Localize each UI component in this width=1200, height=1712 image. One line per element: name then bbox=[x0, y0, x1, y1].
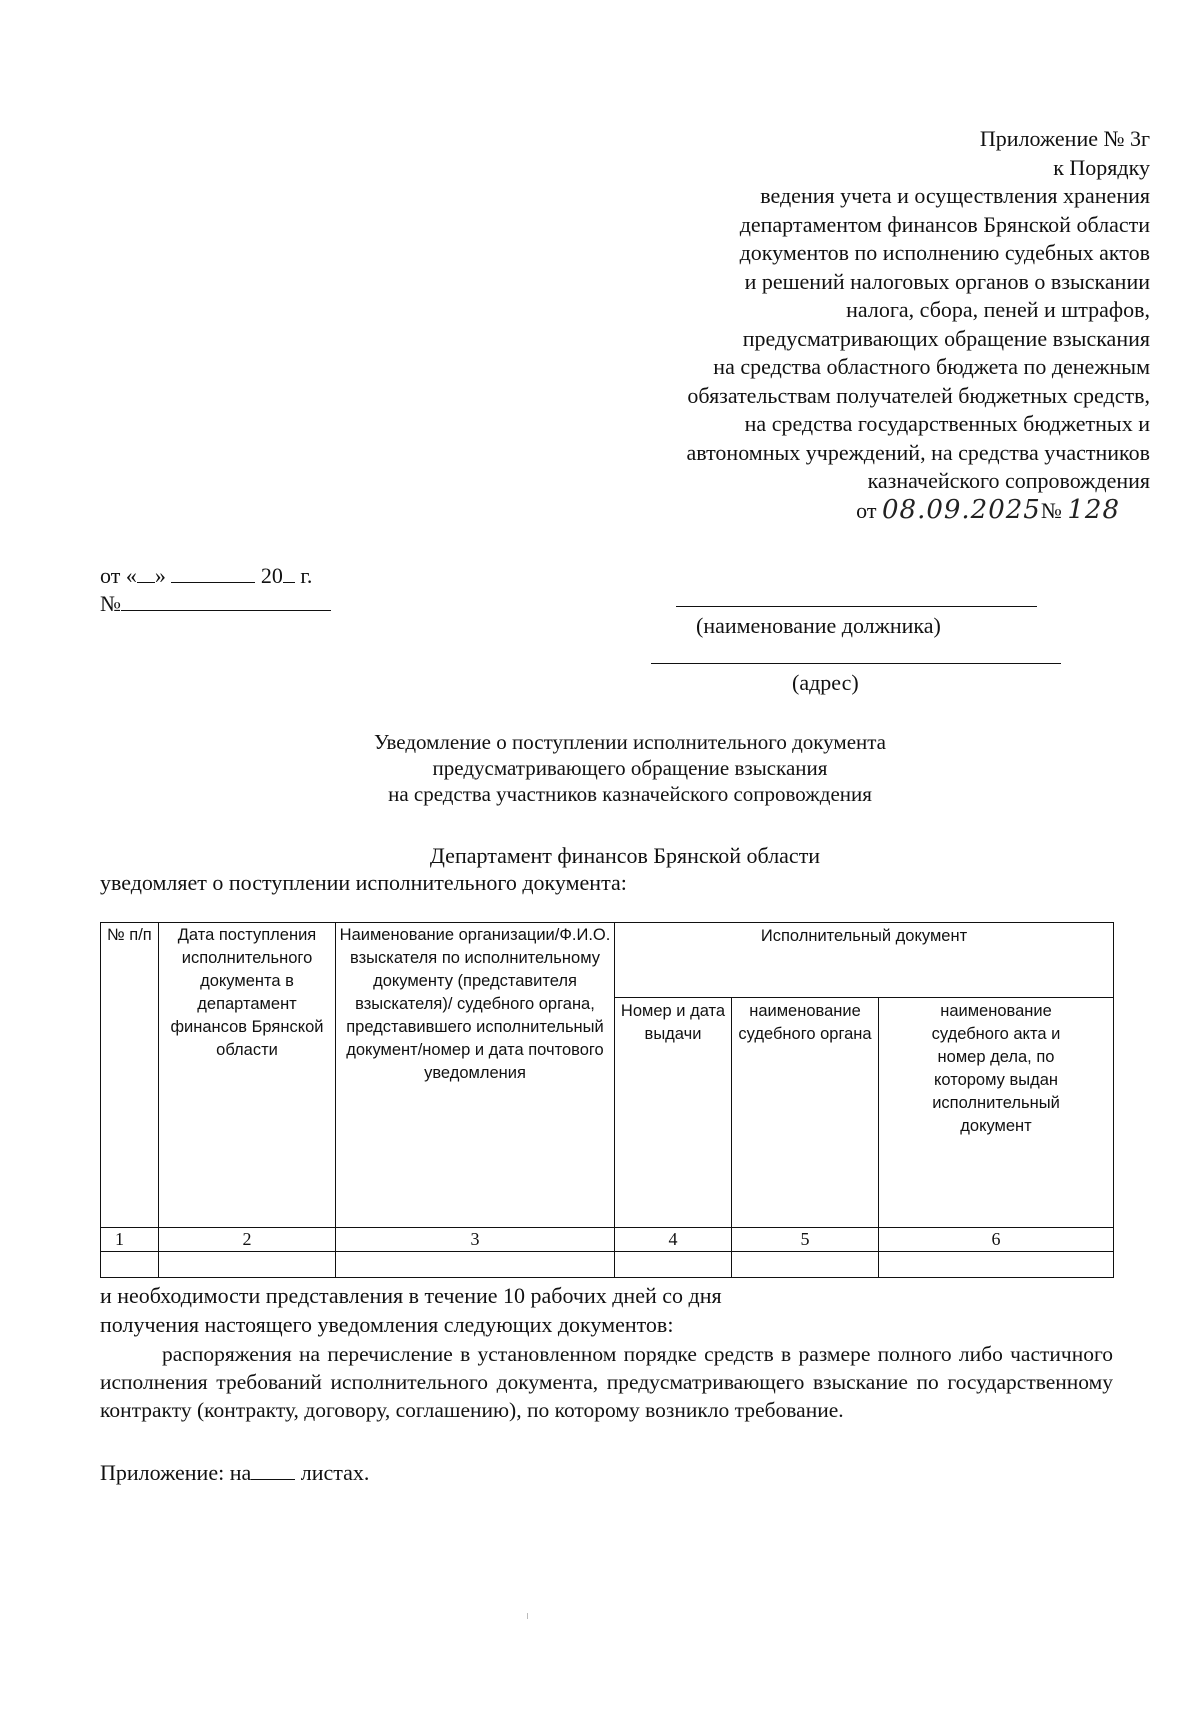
column-number: 3 bbox=[336, 1228, 615, 1252]
appendix-line: к Порядку bbox=[1053, 154, 1150, 180]
header-num: № п/п bbox=[101, 923, 159, 1228]
attachment-line bbox=[100, 1459, 369, 1486]
appendix-line: обязательствам получателей бюджетных средств, bbox=[687, 382, 1150, 408]
table-cell bbox=[879, 1252, 1114, 1278]
sheets-blank bbox=[251, 1459, 295, 1480]
table-cell bbox=[336, 1252, 615, 1278]
table-cell bbox=[159, 1252, 336, 1278]
column-number: 5 bbox=[732, 1228, 879, 1252]
notifies-text: уведомляет о поступлении исполнительного документа: bbox=[100, 870, 627, 895]
header-org: Наименование организации/Ф.И.О. взыскателя по исполнительному документу (представителя взыскателя)/ судебного органа, представившего исполнительный документ/номер и дата почтового уведомления bbox=[336, 923, 615, 1228]
after-table-line: получения настоящего уведомления следующих документов: bbox=[100, 1312, 674, 1337]
header-court-name: наименование судебного органа bbox=[732, 998, 879, 1228]
number-label: № bbox=[100, 591, 121, 616]
appendix-date-line bbox=[490, 496, 1150, 526]
header-date: Дата поступления исполнительного документа в департамент финансов Брянской области bbox=[159, 923, 336, 1228]
title-line: предусматривающего обращение взыскания bbox=[432, 756, 828, 780]
date-prefix: от « bbox=[100, 563, 137, 588]
appendix-line: автономных учреждений, на средства участников bbox=[686, 439, 1150, 465]
year-suffix: г. bbox=[300, 563, 313, 588]
appendix-line: на средства государственных бюджетных и bbox=[744, 411, 1150, 436]
column-number: 6 bbox=[879, 1228, 1114, 1252]
column-number: 1 bbox=[101, 1228, 159, 1252]
appendix-number-sign: № bbox=[1040, 497, 1062, 523]
month-blank bbox=[171, 562, 255, 583]
column-number: 4 bbox=[615, 1228, 732, 1252]
appendix-line: казначейского сопровождения bbox=[867, 468, 1150, 493]
scan-mark bbox=[527, 1613, 528, 1619]
handwritten-date: 08.09.2025 bbox=[881, 494, 1041, 525]
table-row bbox=[101, 1252, 1114, 1278]
attachment-prefix: Приложение: на bbox=[100, 1460, 252, 1485]
appendix-date-prefix: от bbox=[856, 497, 877, 523]
year-blank bbox=[283, 562, 295, 583]
appendix-block bbox=[490, 125, 1150, 525]
appendix-line: налога, сбора, пеней и штрафов, bbox=[846, 297, 1150, 322]
year-prefix: 20 bbox=[260, 563, 283, 588]
table-cell bbox=[732, 1252, 879, 1278]
debtor-name-line bbox=[676, 606, 1037, 607]
department-name: Департамент финансов Брянской области bbox=[429, 843, 821, 868]
notice-number-field bbox=[100, 590, 331, 617]
address-caption: (адрес) bbox=[792, 670, 859, 695]
number-blank bbox=[121, 590, 331, 611]
debtor-caption: (наименование должника) bbox=[696, 613, 941, 638]
column-number: 2 bbox=[159, 1228, 336, 1252]
title-line: на средства участников казначейского сопровождения bbox=[388, 782, 872, 806]
execution-document-table bbox=[100, 922, 1114, 1278]
appendix-line: предусматривающих обращение взыскания bbox=[742, 325, 1150, 351]
table-cell bbox=[615, 1252, 732, 1278]
day-blank bbox=[137, 562, 155, 583]
notice-date-field bbox=[100, 562, 312, 589]
attachment-suffix: листах. bbox=[300, 1460, 370, 1485]
handwritten-number: 128 bbox=[1067, 494, 1120, 525]
documents-paragraph: распоряжения на перечисление в установленном порядке средств в размере полного либо частичного исполнения требований исполнительного документа, предусматривающего взыскание по государственному контракту (контракту, договору, соглашению), по которому возникло требование. bbox=[100, 1342, 1113, 1422]
appendix-line: департаментом финансов Брянской области bbox=[739, 211, 1150, 237]
header-number-date: Номер и дата выдачи bbox=[615, 998, 732, 1228]
appendix-line: на средства областного бюджета по денежным bbox=[713, 354, 1150, 379]
appendix-line: и решений налоговых органов о взыскании bbox=[744, 268, 1150, 294]
title-line: Уведомление о поступлении исполнительного документа bbox=[373, 730, 887, 754]
header-exec-doc: Исполнительный документ bbox=[615, 923, 1114, 998]
table-cell bbox=[101, 1252, 159, 1278]
appendix-line: Приложение № 3г bbox=[979, 126, 1150, 151]
column-numbers-row bbox=[101, 1228, 1114, 1252]
after-table-line: и необходимости представления в течение 10 рабочих дней со дня bbox=[100, 1283, 722, 1308]
notice-title bbox=[0, 729, 1200, 807]
appendix-line: документов по исполнению судебных актов bbox=[739, 240, 1150, 265]
header-act-name: наименование судебного акта и номер дела, по которому выдан исполнительный документ bbox=[879, 998, 1114, 1228]
date-mid: » bbox=[154, 563, 166, 588]
appendix-line: ведения учета и осуществления хранения bbox=[760, 183, 1150, 208]
address-line bbox=[651, 663, 1061, 664]
